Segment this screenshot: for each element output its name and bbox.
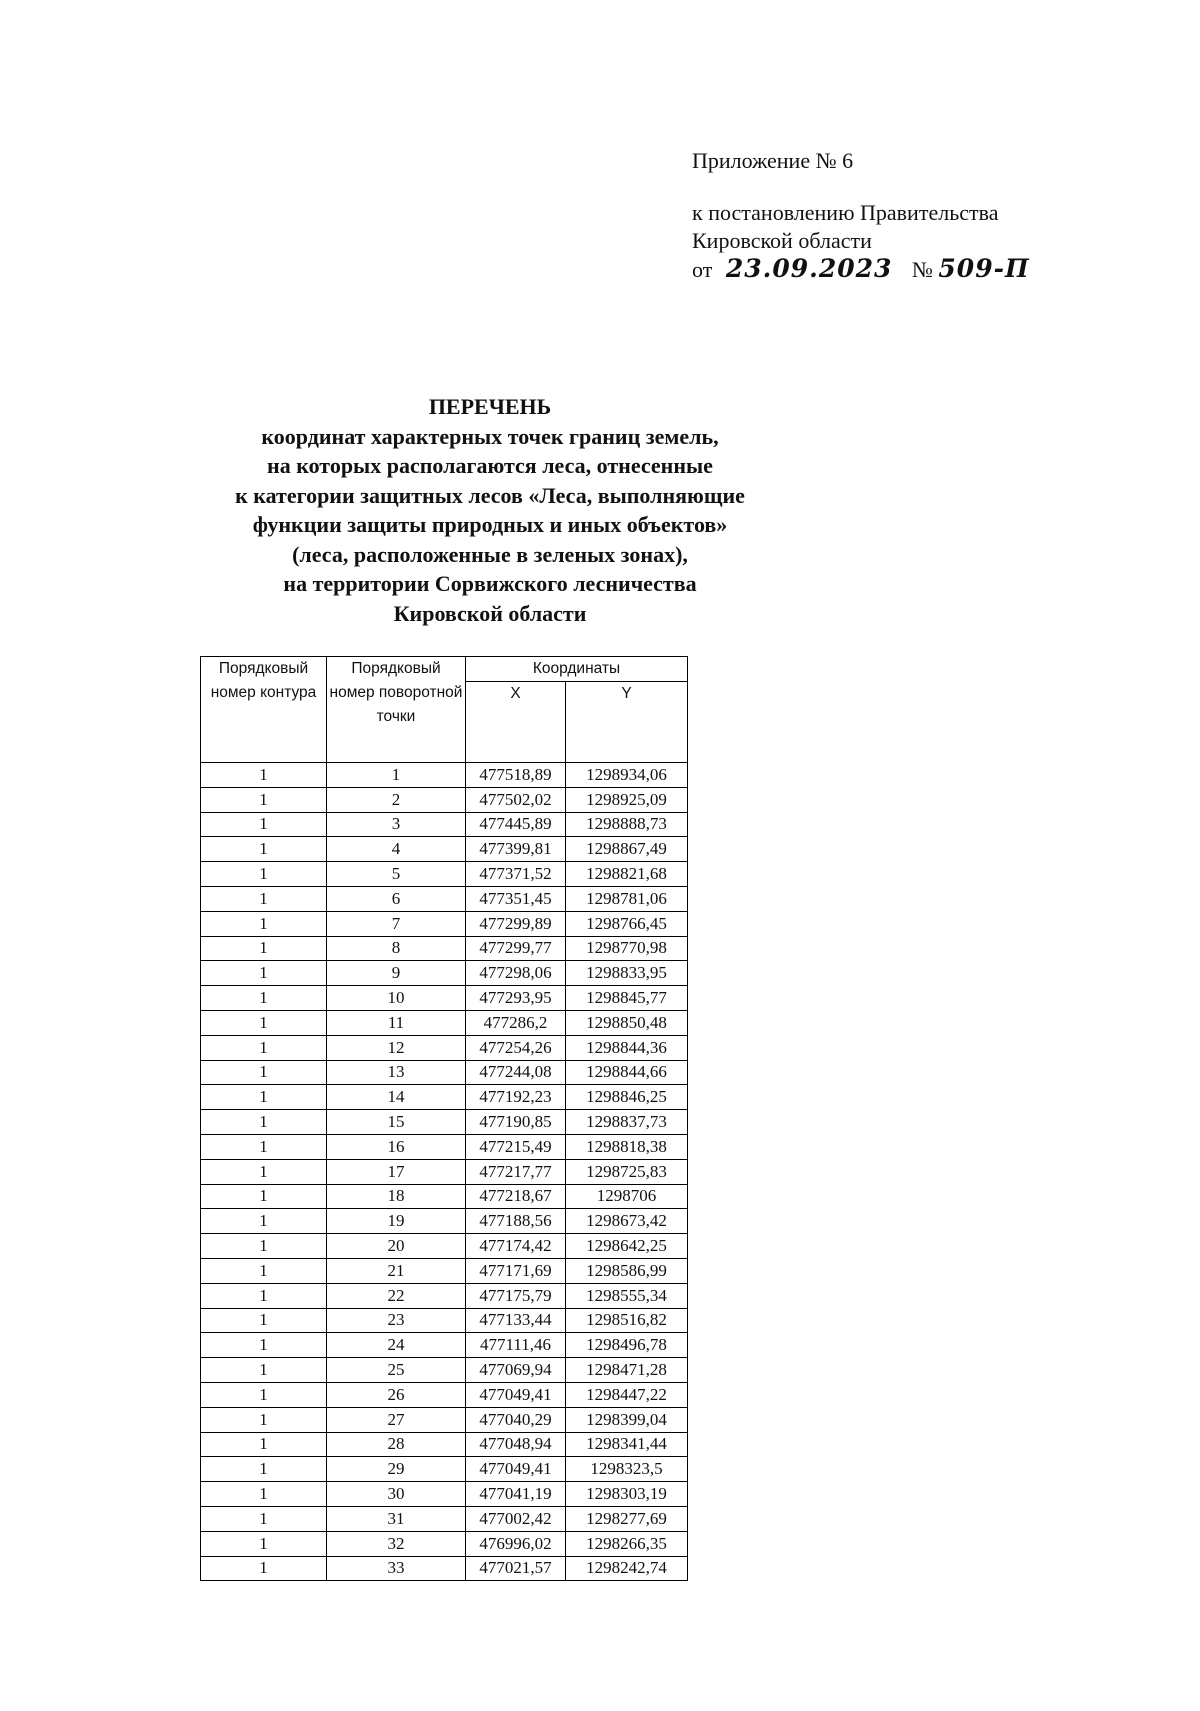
cell-x: 477286,2 bbox=[466, 1010, 566, 1035]
cell-point: 3 bbox=[327, 812, 466, 837]
cell-y: 1298781,06 bbox=[566, 886, 688, 911]
table-row bbox=[201, 812, 688, 837]
coordinates-table bbox=[200, 656, 688, 1581]
cell-x: 477021,57 bbox=[466, 1556, 566, 1581]
table-row bbox=[201, 1110, 688, 1135]
cell-x: 477111,46 bbox=[466, 1333, 566, 1358]
handwritten-number: 509-П bbox=[938, 254, 1030, 283]
cell-contour: 1 bbox=[201, 1258, 327, 1283]
cell-y: 1298706 bbox=[566, 1184, 688, 1209]
cell-point: 2 bbox=[327, 787, 466, 812]
cell-contour: 1 bbox=[201, 886, 327, 911]
appendix-block bbox=[692, 147, 1030, 284]
cell-x: 477188,56 bbox=[466, 1209, 566, 1234]
table-row bbox=[201, 862, 688, 887]
cell-x: 477002,42 bbox=[466, 1506, 566, 1531]
cell-point: 6 bbox=[327, 886, 466, 911]
appendix-decree-line: к постановлению Правительства bbox=[692, 200, 999, 225]
cell-y: 1298766,45 bbox=[566, 911, 688, 936]
cell-x: 477217,77 bbox=[466, 1159, 566, 1184]
table-row bbox=[201, 1283, 688, 1308]
document-title bbox=[150, 392, 830, 628]
cell-point: 33 bbox=[327, 1556, 466, 1581]
header-coordinates: Координаты bbox=[466, 657, 688, 682]
cell-x: 477192,23 bbox=[466, 1085, 566, 1110]
table-row bbox=[201, 1333, 688, 1358]
table-row bbox=[201, 1258, 688, 1283]
cell-y: 1298323,5 bbox=[566, 1457, 688, 1482]
date-prefix: от bbox=[692, 257, 713, 282]
cell-contour: 1 bbox=[201, 1060, 327, 1085]
table-row bbox=[201, 837, 688, 862]
cell-point: 16 bbox=[327, 1134, 466, 1159]
cell-contour: 1 bbox=[201, 1333, 327, 1358]
cell-x: 477171,69 bbox=[466, 1258, 566, 1283]
cell-point: 19 bbox=[327, 1209, 466, 1234]
table-row bbox=[201, 1382, 688, 1407]
cell-y: 1298586,99 bbox=[566, 1258, 688, 1283]
cell-contour: 1 bbox=[201, 1407, 327, 1432]
table-row bbox=[201, 1085, 688, 1110]
cell-point: 23 bbox=[327, 1308, 466, 1333]
cell-point: 32 bbox=[327, 1531, 466, 1556]
cell-point: 17 bbox=[327, 1159, 466, 1184]
cell-contour: 1 bbox=[201, 1382, 327, 1407]
cell-y: 1298242,74 bbox=[566, 1556, 688, 1581]
cell-point: 29 bbox=[327, 1457, 466, 1482]
cell-point: 25 bbox=[327, 1358, 466, 1383]
cell-x: 477190,85 bbox=[466, 1110, 566, 1135]
cell-x: 477299,77 bbox=[466, 936, 566, 961]
table-row bbox=[201, 1184, 688, 1209]
cell-y: 1298471,28 bbox=[566, 1358, 688, 1383]
table-row bbox=[201, 1134, 688, 1159]
cell-contour: 1 bbox=[201, 1159, 327, 1184]
cell-y: 1298850,48 bbox=[566, 1010, 688, 1035]
title-line: к категории защитных лесов «Леса, выполняющие bbox=[235, 482, 745, 508]
table-row bbox=[201, 936, 688, 961]
cell-y: 1298867,49 bbox=[566, 837, 688, 862]
table-row bbox=[201, 1407, 688, 1432]
cell-x: 477049,41 bbox=[466, 1382, 566, 1407]
cell-x: 477133,44 bbox=[466, 1308, 566, 1333]
table-row bbox=[201, 1308, 688, 1333]
table-row bbox=[201, 1358, 688, 1383]
cell-x: 476996,02 bbox=[466, 1531, 566, 1556]
cell-point: 11 bbox=[327, 1010, 466, 1035]
table-row bbox=[201, 961, 688, 986]
cell-contour: 1 bbox=[201, 1134, 327, 1159]
cell-x: 477518,89 bbox=[466, 763, 566, 788]
cell-contour: 1 bbox=[201, 961, 327, 986]
cell-contour: 1 bbox=[201, 1085, 327, 1110]
cell-contour: 1 bbox=[201, 1308, 327, 1333]
cell-contour: 1 bbox=[201, 1556, 327, 1581]
cell-contour: 1 bbox=[201, 787, 327, 812]
cell-x: 477399,81 bbox=[466, 837, 566, 862]
cell-x: 477445,89 bbox=[466, 812, 566, 837]
title-line: (леса, расположенные в зеленых зонах), bbox=[292, 541, 688, 567]
cell-point: 5 bbox=[327, 862, 466, 887]
cell-y: 1298555,34 bbox=[566, 1283, 688, 1308]
cell-contour: 1 bbox=[201, 1457, 327, 1482]
cell-contour: 1 bbox=[201, 1035, 327, 1060]
cell-contour: 1 bbox=[201, 1506, 327, 1531]
cell-x: 477371,52 bbox=[466, 862, 566, 887]
table-row bbox=[201, 1432, 688, 1457]
cell-y: 1298845,77 bbox=[566, 986, 688, 1011]
cell-contour: 1 bbox=[201, 1010, 327, 1035]
cell-x: 477175,79 bbox=[466, 1283, 566, 1308]
cell-y: 1298821,68 bbox=[566, 862, 688, 887]
title-line: функции защиты природных и иных объектов» bbox=[252, 512, 728, 537]
table-row bbox=[201, 1010, 688, 1035]
cell-x: 477215,49 bbox=[466, 1134, 566, 1159]
cell-point: 7 bbox=[327, 911, 466, 936]
cell-y: 1298818,38 bbox=[566, 1134, 688, 1159]
table-row bbox=[201, 1457, 688, 1482]
title-line: на территории Сорвижского лесничества bbox=[283, 571, 697, 596]
table-row bbox=[201, 1060, 688, 1085]
cell-x: 477040,29 bbox=[466, 1407, 566, 1432]
cell-y: 1298673,42 bbox=[566, 1209, 688, 1234]
cell-point: 22 bbox=[327, 1283, 466, 1308]
appendix-number: Приложение № 6 bbox=[692, 148, 854, 173]
cell-point: 21 bbox=[327, 1258, 466, 1283]
title-line: Кировской области bbox=[393, 600, 587, 626]
cell-y: 1298277,69 bbox=[566, 1506, 688, 1531]
cell-point: 13 bbox=[327, 1060, 466, 1085]
cell-y: 1298516,82 bbox=[566, 1308, 688, 1333]
cell-x: 477049,41 bbox=[466, 1457, 566, 1482]
cell-point: 14 bbox=[327, 1085, 466, 1110]
cell-y: 1298642,25 bbox=[566, 1234, 688, 1259]
cell-x: 477299,89 bbox=[466, 911, 566, 936]
cell-contour: 1 bbox=[201, 1234, 327, 1259]
table-row bbox=[201, 1506, 688, 1531]
header-contour-number: Порядковый номер контура bbox=[201, 657, 327, 763]
cell-point: 8 bbox=[327, 936, 466, 961]
table-row bbox=[201, 1482, 688, 1507]
cell-contour: 1 bbox=[201, 837, 327, 862]
cell-point: 26 bbox=[327, 1382, 466, 1407]
title-line: координат характерных точек границ земель, bbox=[261, 423, 719, 449]
cell-y: 1298844,36 bbox=[566, 1035, 688, 1060]
cell-point: 24 bbox=[327, 1333, 466, 1358]
cell-point: 31 bbox=[327, 1506, 466, 1531]
cell-contour: 1 bbox=[201, 1531, 327, 1556]
table-row bbox=[201, 1035, 688, 1060]
cell-y: 1298266,35 bbox=[566, 1531, 688, 1556]
cell-x: 477041,19 bbox=[466, 1482, 566, 1507]
cell-x: 477218,67 bbox=[466, 1184, 566, 1209]
cell-contour: 1 bbox=[201, 1482, 327, 1507]
header-x: X bbox=[466, 682, 566, 763]
cell-x: 477048,94 bbox=[466, 1432, 566, 1457]
cell-point: 20 bbox=[327, 1234, 466, 1259]
cell-x: 477298,06 bbox=[466, 961, 566, 986]
cell-y: 1298833,95 bbox=[566, 961, 688, 986]
cell-point: 18 bbox=[327, 1184, 466, 1209]
appendix-date-line bbox=[692, 255, 1030, 284]
number-sign: № bbox=[911, 257, 933, 282]
table-row bbox=[201, 986, 688, 1011]
header-point-number: Порядковый номер поворотной точки bbox=[327, 657, 466, 763]
cell-y: 1298770,98 bbox=[566, 936, 688, 961]
cell-point: 15 bbox=[327, 1110, 466, 1135]
cell-y: 1298341,44 bbox=[566, 1432, 688, 1457]
table-row bbox=[201, 1159, 688, 1184]
cell-point: 10 bbox=[327, 986, 466, 1011]
cell-contour: 1 bbox=[201, 862, 327, 887]
cell-x: 477069,94 bbox=[466, 1358, 566, 1383]
table-row bbox=[201, 1209, 688, 1234]
cell-contour: 1 bbox=[201, 936, 327, 961]
title-heading: ПЕРЕЧЕНЬ bbox=[428, 394, 552, 419]
title-line: на которых располагаются леса, отнесенные bbox=[267, 453, 713, 478]
cell-y: 1298496,78 bbox=[566, 1333, 688, 1358]
table-row bbox=[201, 886, 688, 911]
table-row bbox=[201, 763, 688, 788]
cell-point: 12 bbox=[327, 1035, 466, 1060]
appendix-region-line: Кировской области bbox=[692, 228, 872, 253]
cell-x: 477293,95 bbox=[466, 986, 566, 1011]
cell-contour: 1 bbox=[201, 1358, 327, 1383]
table-row bbox=[201, 911, 688, 936]
cell-y: 1298846,25 bbox=[566, 1085, 688, 1110]
cell-contour: 1 bbox=[201, 1110, 327, 1135]
cell-y: 1298844,66 bbox=[566, 1060, 688, 1085]
cell-contour: 1 bbox=[201, 1209, 327, 1234]
header-y: Y bbox=[566, 682, 688, 763]
cell-y: 1298888,73 bbox=[566, 812, 688, 837]
cell-point: 27 bbox=[327, 1407, 466, 1432]
cell-point: 30 bbox=[327, 1482, 466, 1507]
cell-contour: 1 bbox=[201, 812, 327, 837]
cell-x: 477502,02 bbox=[466, 787, 566, 812]
cell-y: 1298447,22 bbox=[566, 1382, 688, 1407]
cell-y: 1298934,06 bbox=[566, 763, 688, 788]
table-row bbox=[201, 1234, 688, 1259]
cell-y: 1298837,73 bbox=[566, 1110, 688, 1135]
cell-x: 477254,26 bbox=[466, 1035, 566, 1060]
cell-y: 1298303,19 bbox=[566, 1482, 688, 1507]
cell-point: 1 bbox=[327, 763, 466, 788]
handwritten-date: 23.09.2023 bbox=[725, 254, 893, 283]
cell-contour: 1 bbox=[201, 1184, 327, 1209]
table-row bbox=[201, 1556, 688, 1581]
cell-x: 477244,08 bbox=[466, 1060, 566, 1085]
cell-x: 477351,45 bbox=[466, 886, 566, 911]
cell-contour: 1 bbox=[201, 911, 327, 936]
table-row bbox=[201, 787, 688, 812]
cell-y: 1298725,83 bbox=[566, 1159, 688, 1184]
cell-contour: 1 bbox=[201, 1432, 327, 1457]
cell-y: 1298399,04 bbox=[566, 1407, 688, 1432]
cell-point: 9 bbox=[327, 961, 466, 986]
cell-y: 1298925,09 bbox=[566, 787, 688, 812]
cell-point: 4 bbox=[327, 837, 466, 862]
cell-point: 28 bbox=[327, 1432, 466, 1457]
cell-contour: 1 bbox=[201, 1283, 327, 1308]
cell-x: 477174,42 bbox=[466, 1234, 566, 1259]
table-row bbox=[201, 1531, 688, 1556]
cell-contour: 1 bbox=[201, 986, 327, 1011]
cell-contour: 1 bbox=[201, 763, 327, 788]
